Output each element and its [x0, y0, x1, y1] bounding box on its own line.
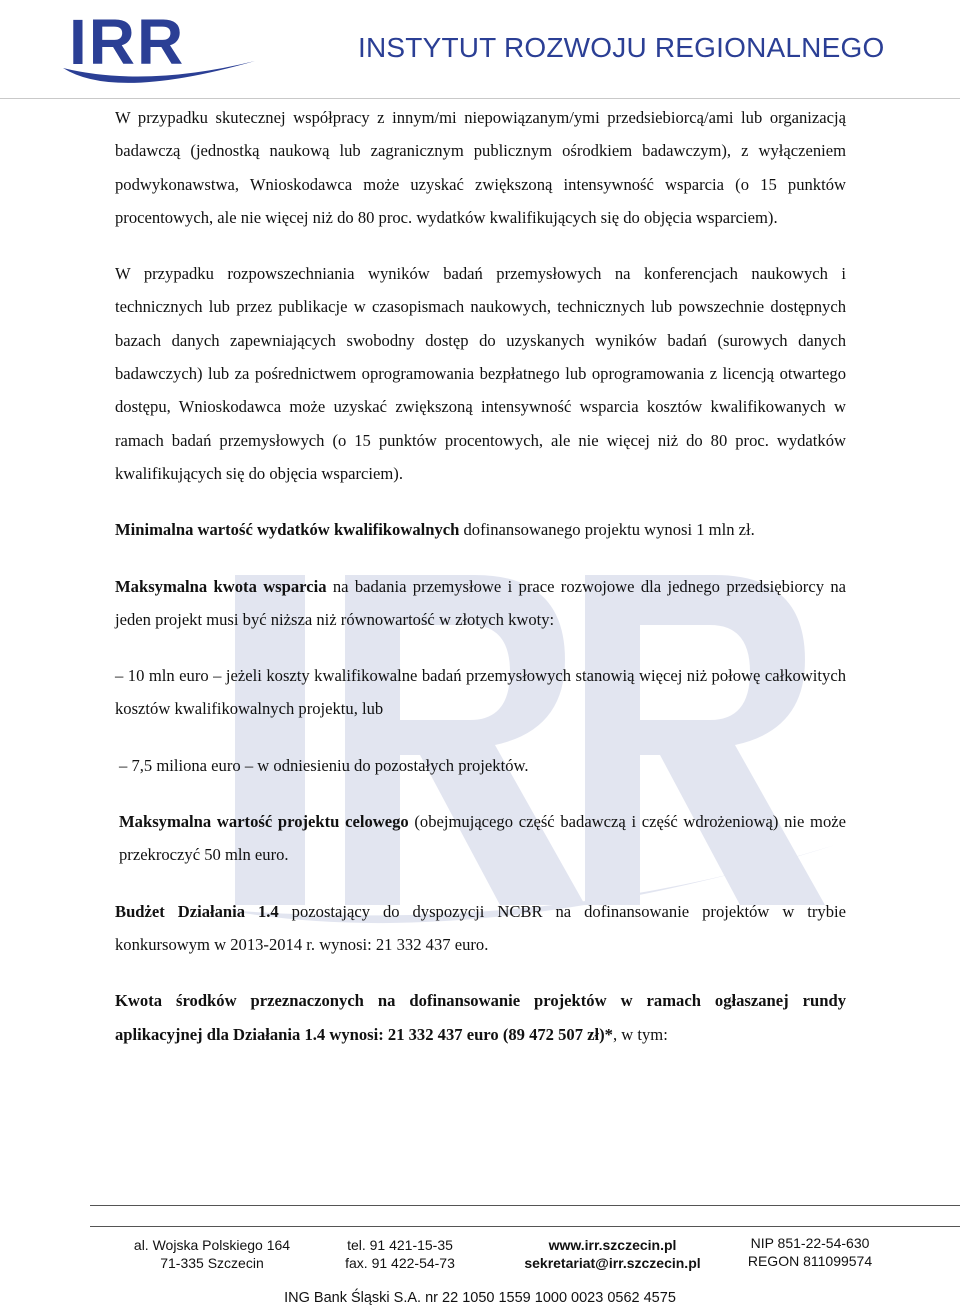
footer-divider-top	[90, 1205, 960, 1206]
footer-address: al. Wojska Polskiego 164 71-335 Szczecin	[133, 1237, 291, 1271]
email-link[interactable]: sekretariat@irr.szczecin.pl	[524, 1255, 701, 1271]
paragraph-dissemination: W przypadku rozpowszechniania wyników badań przemysłowych na konferencjach naukowych i technicznych lub przez publikacje w czasopismach naukowych, technicznych lub powszechnie dostępnych bazach danych zapewniających swobodny dostęp do uzyskanych wyników badań (surowych danych badawczych) lub za pośrednictwem oprogramowania bezpłatnego lub oprogramowania z licencją otwartego dostępu, Wnioskodawca może uzyskać zwiększoną intensywność wsparcia kosztów kwalifikowanych w ramach badań przemysłowych (o 15 punktów procentowych, ale nie więcej niż do 80 proc. wydatków kwalifikujących się do objęcia wsparciem).	[115, 264, 846, 483]
paragraph-maximum-project-value: Maksymalna wartość projektu celowego (obejmującego część badawczą i część wdrożeniową) nie może przekroczyć 50 mln euro.	[119, 812, 846, 865]
paragraph-maximum-support: Maksymalna kwota wsparcia na badania przemysłowe i prace rozwojowe dla jednego przedsiębiorcy na jeden projekt musi być niższa niż równowartość w złotych kwoty:	[115, 576, 846, 629]
institute-name: INSTYTUT ROZWOJU REGIONALNEGO	[358, 32, 885, 63]
paragraph-cooperation: W przypadku skutecznej współpracy z innym/mi niepowiązanym/ymi przedsiebiorcą/ami lub organizacją badawczą (jednostką naukową lub zagranicznym publicznym ośrodkiem badawczym), z wyłączeniem podwykonawstwa, Wnioskodawca może uzyskać zwiększoną intensywność wsparcia (o 15 punktów procentowych, ale nie więcej niż do 80 proc. wydatków kwalifikujących się do objęcia wsparciem).	[115, 108, 846, 227]
maximum-project-value-label: Maksymalna wartość projektu celowego	[119, 812, 409, 832]
footer-registry	[735, 1234, 885, 1270]
paragraph-budget: Budżet Działania 1.4 pozostający do dyspozycji NCBR na dofinansowanie projektów w trybie konkursowym w 2013-2014 r. wynosi: 21 332 437 euro.	[115, 901, 846, 954]
footer-divider-bottom	[90, 1226, 960, 1227]
paragraph-minimum-value: Minimalna wartość wydatków kwalifikowalnych dofinansowanego projektu wynosi 1 mln zł.	[115, 520, 755, 540]
document-body	[115, 101, 846, 1051]
paragraph-funding-amount: Kwota środków przeznaczonych na dofinansowanie projektów w ramach ogłaszanej rundy aplikacyjnej dla Działania 1.4 wynosi: 21 332 437 euro (89 472 507 zł)*, w tym:	[115, 991, 846, 1044]
bank-account: ING Bank Śląski S.A. nr 22 1050 1559 1000 0023 0562 4575	[284, 1290, 676, 1306]
footer-web	[505, 1236, 720, 1272]
header-divider	[0, 98, 960, 99]
nip-number: NIP 851-22-54-630	[750, 1235, 870, 1251]
footer-contact	[330, 1236, 470, 1272]
phone-number: tel. 91 421-15-35	[347, 1237, 453, 1253]
budget-label: Budżet Działania 1.4	[115, 901, 279, 921]
fax-number: fax. 91 422-54-73	[345, 1255, 455, 1271]
maximum-support-label: Maksymalna kwota wsparcia	[115, 576, 327, 596]
website-link[interactable]: www.irr.szczecin.pl	[548, 1237, 677, 1253]
logo-text: IRR	[69, 6, 186, 78]
regon-number: REGON 811099574	[747, 1253, 873, 1269]
list-item-10mln: – 10 mln euro – jeżeli koszty kwalifikowalne badań przemysłowych stanowią więcej niż połowę całkowitych kosztów kwalifikowalnych projektu, lub	[115, 666, 846, 719]
list-item-7-5mln: – 7,5 miliona euro – w odniesieniu do pozostałych projektów.	[119, 755, 529, 775]
irr-logo	[55, 6, 270, 88]
minimum-value-label: Minimalna wartość wydatków kwalifikowalnych	[115, 520, 460, 540]
funding-amount-label: Kwota środków przeznaczonych na dofinansowanie projektów w ramach ogłaszanej rundy aplikacyjnej dla Działania 1.4 wynosi: 21 332 437 euro (89 472 507 zł)*	[115, 991, 846, 1044]
